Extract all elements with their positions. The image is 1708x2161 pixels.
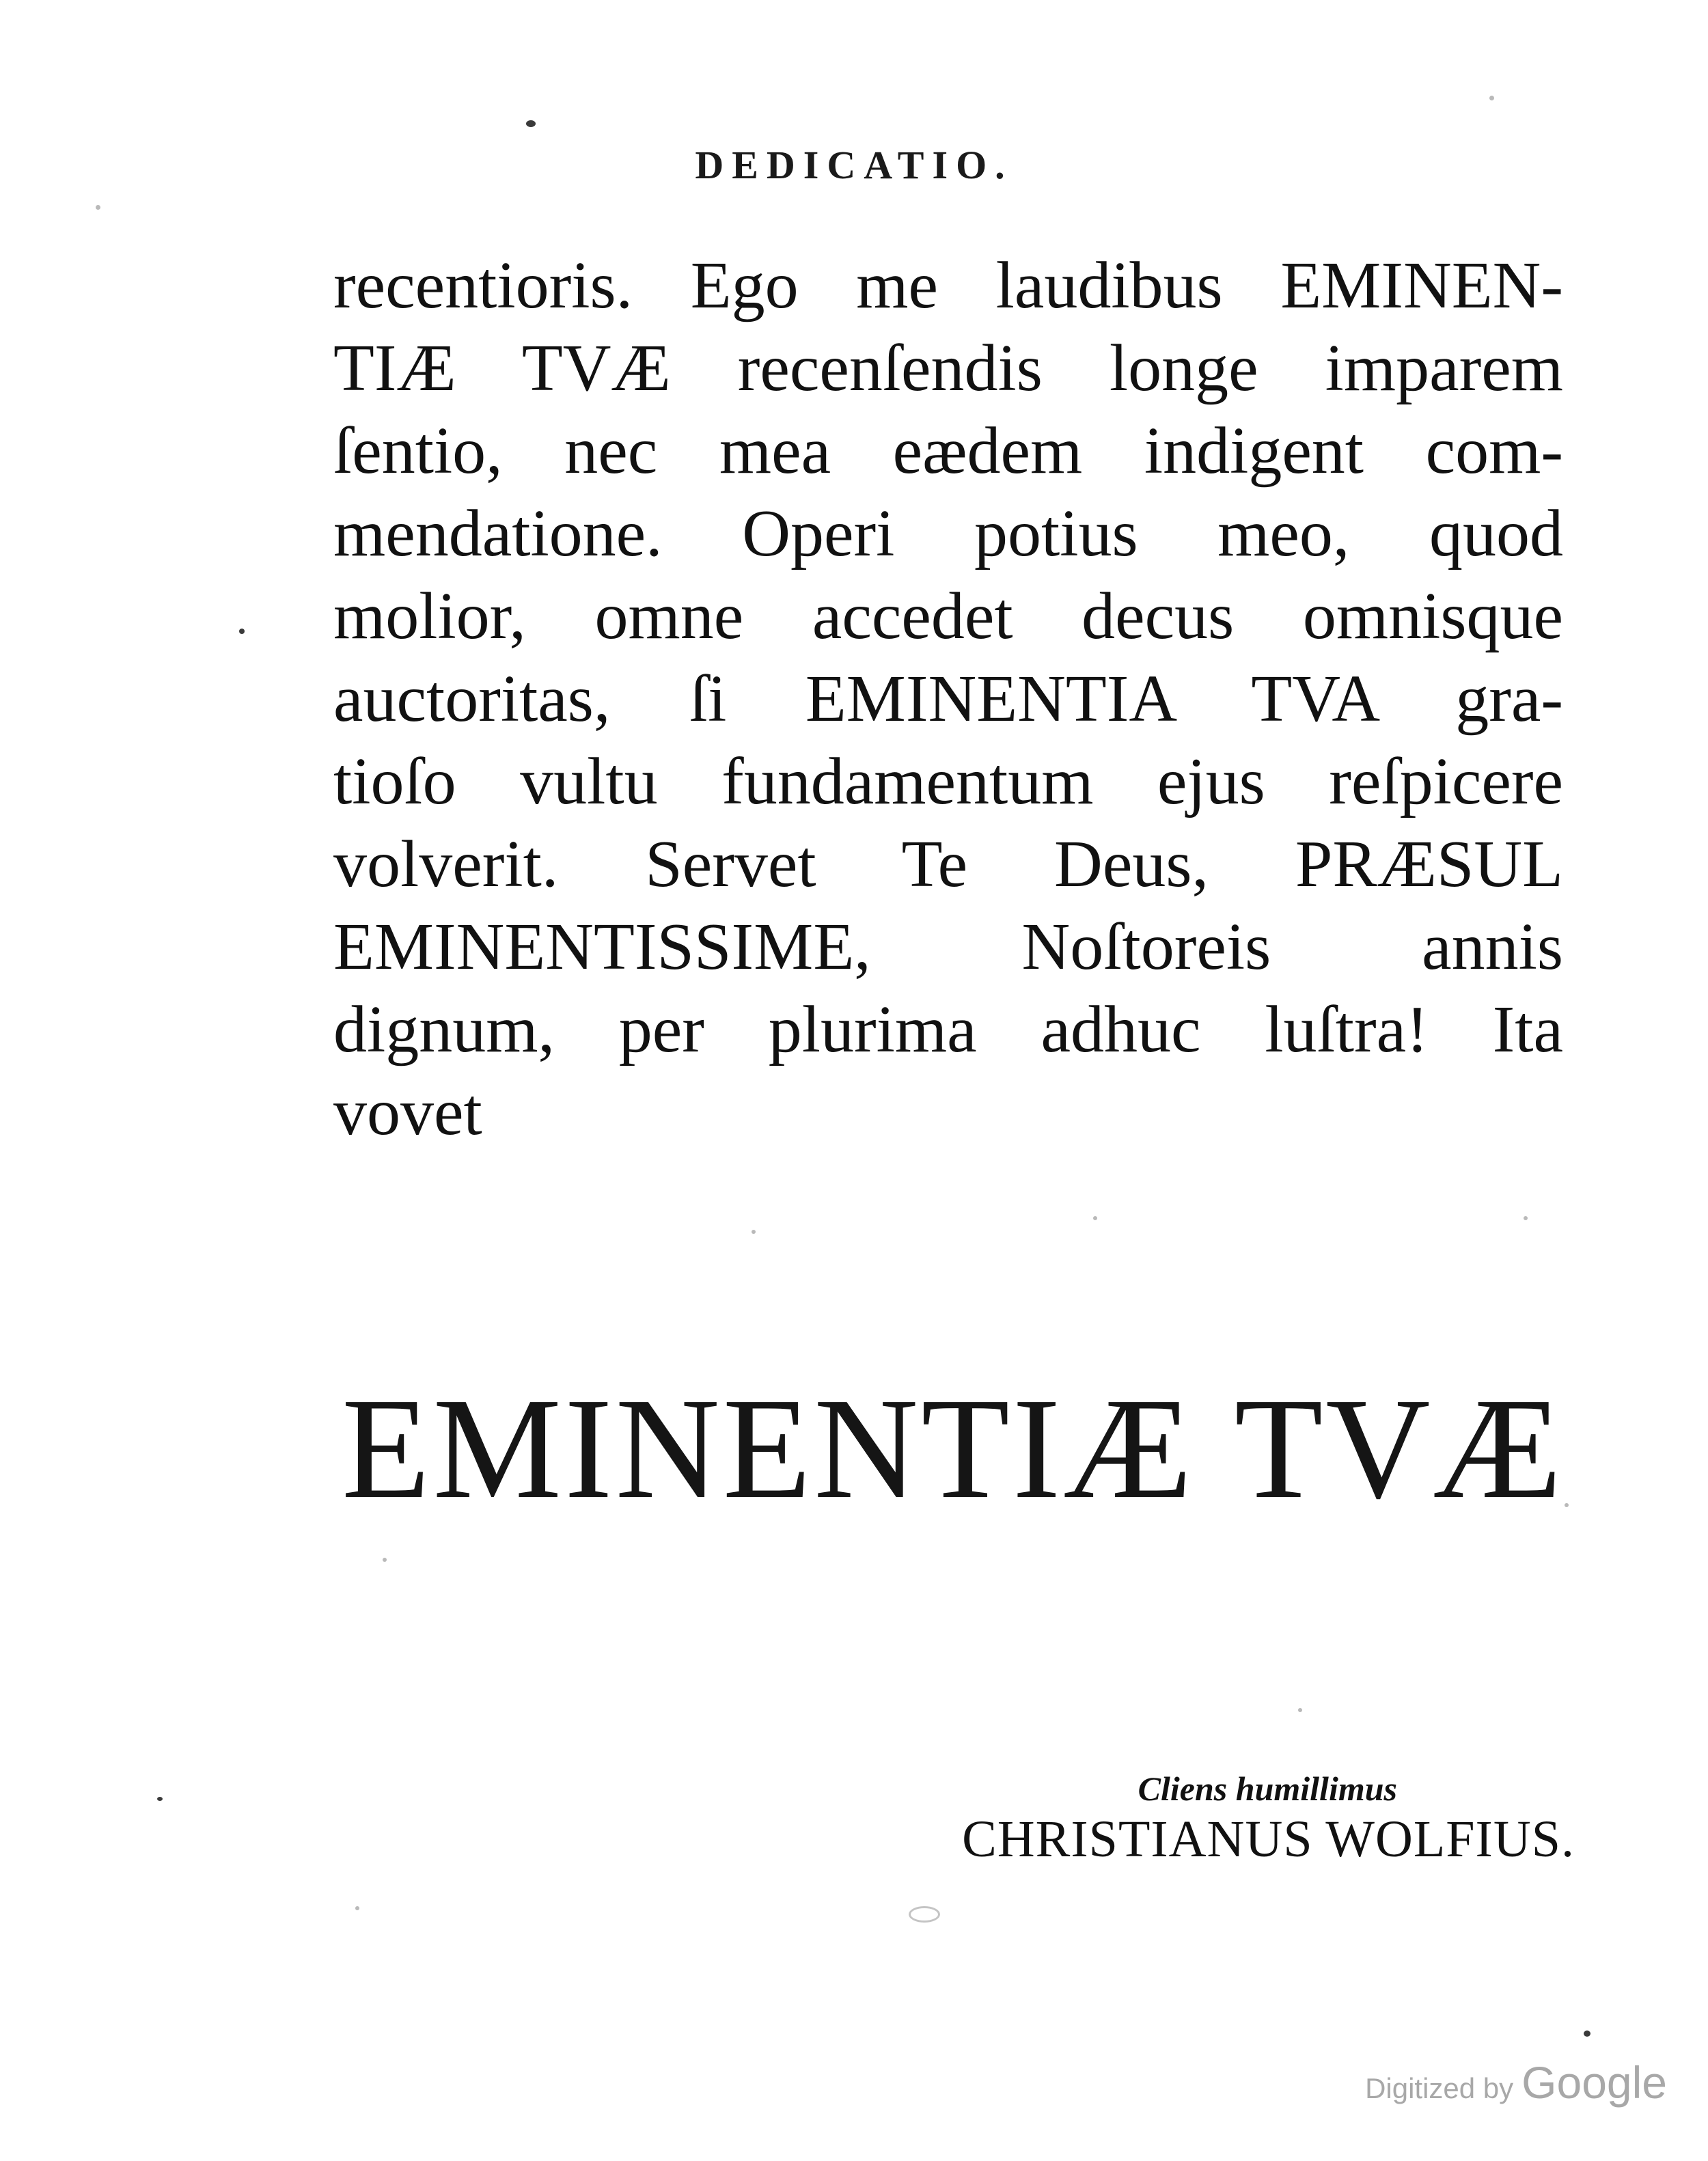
scan-speck (526, 120, 536, 127)
digitized-watermark (1365, 2056, 1667, 2108)
scan-speck (239, 629, 245, 634)
body-line: mendatione. Operi potius meo, quod (333, 497, 1563, 570)
bleed-through-mark (355, 1906, 359, 1910)
watermark-brand: Google (1521, 2057, 1667, 2108)
bleed-through-mark (1565, 1503, 1569, 1507)
bleed-through-mark (752, 1230, 756, 1234)
dedication-body (333, 245, 1563, 1154)
bleed-through-mark (1298, 1708, 1302, 1712)
watermark-prefix: Digitized by (1365, 2072, 1514, 2104)
body-line: tioſo vultu fundamentum ejus reſpicere (333, 745, 1563, 818)
body-line: molior, omne accedet decus omnisque (333, 579, 1563, 653)
signature-block (962, 1770, 1575, 1871)
scan-speck (157, 1797, 163, 1801)
scan-speck (1584, 2031, 1590, 2037)
body-line: EMINENTISSIME, Noſtoreis annis (333, 910, 1563, 984)
bleed-through-mark (1524, 1216, 1528, 1220)
closing-salutation: EMINENTIÆ TVÆ (342, 1368, 1565, 1528)
body-line: ſentio, nec mea eædem indigent com- (333, 414, 1563, 488)
signature-name: CHRISTIANUS WOLFIUS. (962, 1811, 1575, 1868)
body-line: volverit. Servet Te Deus, PRÆSUL (333, 827, 1563, 901)
signature-role: Cliens humillimus (1138, 1770, 1397, 1808)
bleed-through-mark (96, 205, 100, 210)
body-line: TIÆ TVÆ recenſendis longe imparem (333, 331, 1563, 405)
bleed-through-mark (1489, 96, 1494, 100)
body-line: recentioris. Ego me laudibus EMINEN- (333, 249, 1563, 322)
bleed-through-mark (1093, 1216, 1097, 1220)
bleed-through-mark (909, 1906, 940, 1923)
body-line: auctoritas, ſi EMINENTIA TVA gra- (333, 662, 1563, 736)
running-head: DEDICATIO. (695, 143, 1013, 187)
body-line: dignum, per plurima adhuc luſtra! Ita (333, 993, 1563, 1066)
bleed-through-mark (383, 1558, 387, 1562)
body-line-last: vovet (333, 1075, 482, 1149)
